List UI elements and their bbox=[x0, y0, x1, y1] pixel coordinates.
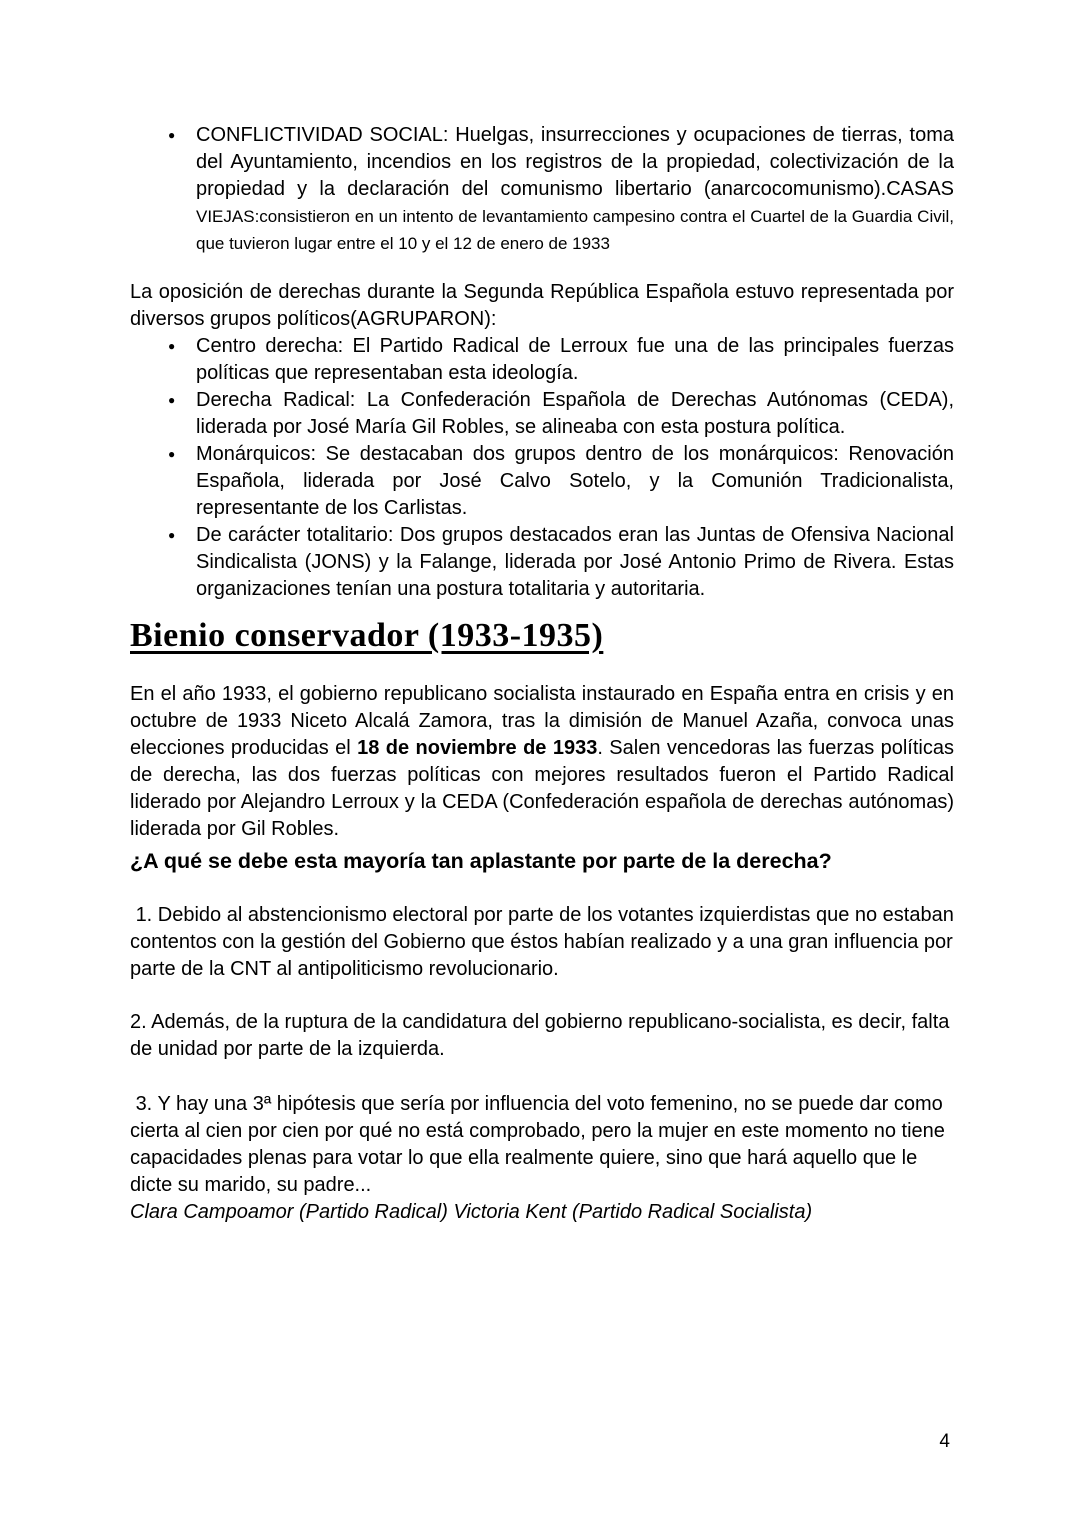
list-item-conflictividad-social bbox=[168, 122, 954, 257]
question-subheading: ¿A qué se debe esta mayoría tan aplastante por parte de la derecha? bbox=[130, 849, 832, 873]
bienio-text-segment-2: . Salen vencedoras las fuerzas políticas de derecha, las dos fuerzas políticas con mejores resultados fueron el Partido Radical liderado por Alejandro Lerroux y la CEDA (Confederación española de derechas autónomas) liderada por Gil Robles. bbox=[130, 737, 954, 840]
list-item-derecha-radical: ● Derecha Radical: La Confederación Española de Derechas Autónomas (CEDA), liderada por José María Gil Robles, se alineaba con esta postura política. bbox=[168, 387, 954, 441]
list-item-centro-derecha: ● Centro derecha: El Partido Radical de Lerroux fue una de las principales fuerzas políticas que representaban esta ideología. bbox=[168, 333, 954, 387]
paragraph-bienio-conservador bbox=[130, 681, 954, 843]
caption-campoamor-kent: Clara Campoamor (Partido Radical) Victoria Kent (Partido Radical Socialista) bbox=[130, 1201, 813, 1223]
list-item-monarquicos: ● Monárquicos: Se destacaban dos grupos dentro de los monárquicos: Renovación Española, liderada por José Calvo Sotelo, y la Comunión Tradicionalista, representante de los Carlistas. bbox=[168, 441, 954, 522]
bienio-bold-date: 18 de noviembre de 1933 bbox=[357, 737, 598, 759]
paragraph-hypothesis-1: 1. Debido al abstencionismo electoral por parte de los votantes izquierdistas que no estaban contentos con la gestión del Gobierno que éstos habían realizado y a una gran influencia por parte de la CNT al antipoliticismo revolucionario. bbox=[130, 904, 960, 980]
page-number: 4 bbox=[939, 1431, 950, 1452]
bullet-list-conflictividad bbox=[130, 122, 954, 257]
page-content bbox=[130, 122, 960, 1226]
bienio-text-segment-1: En el año 1933, el gobierno republicano socialista instaurado en España entra en crisis y en octubre de 1933 Niceto Alcalá Zamora, tras la dimisión de Manuel Azaña, convoca unas elecciones producidas el bbox=[130, 683, 954, 759]
section-heading-bienio-conservador: Bienio conservador (1933-1935) bbox=[130, 617, 604, 654]
list-item-caracter-totalitario: ● De carácter totalitario: Dos grupos destacados eran las Juntas de Ofensiva Nacional Sindicalista (JONS) y la Falange, liderada por José Antonio Primo de Rivera. Estas organizaciones tenían una postura totalitaria y autoritaria. bbox=[168, 522, 954, 603]
paragraph-oposicion-intro: La oposición de derechas durante la Segunda República Española estuvo representada por diversos grupos políticos(AGRUPARON): bbox=[130, 281, 954, 330]
bullet-list-grupos-politicos bbox=[130, 333, 954, 603]
paragraph-hypothesis-3: 3. Y hay una 3ª hipótesis que sería por influencia del voto femenino, no se puede dar como cierta al cien por cien por qué no está comprobado, pero la mujer en este momento no tiene capacidades plenas para votar lo que ella realmente quiere, sino que hará aquello que le dicte su marido, su padre... bbox=[130, 1093, 951, 1196]
paragraph-hypothesis-2: 2. Además, de la ruptura de la candidatura del gobierno republicano-socialista, es decir, falta de unidad por parte de la izquierda. bbox=[130, 1011, 955, 1060]
conflictividad-main-text: CONFLICTIVIDAD SOCIAL: Huelgas, insurrecciones y ocupaciones de tierras, toma del Ayuntamiento, incendios en los registros de la propiedad, colectivización de la propiedad y la declaración del comunismo libertario (anarcocomunismo).CASAS bbox=[196, 124, 954, 200]
casas-viejas-small-text: VIEJAS:consistieron en un intento de levantamiento campesino contra el Cuartel de la Guardia Civil, que tuvieron lugar entre el 10 y el 12 de enero de 1933 bbox=[196, 207, 954, 253]
